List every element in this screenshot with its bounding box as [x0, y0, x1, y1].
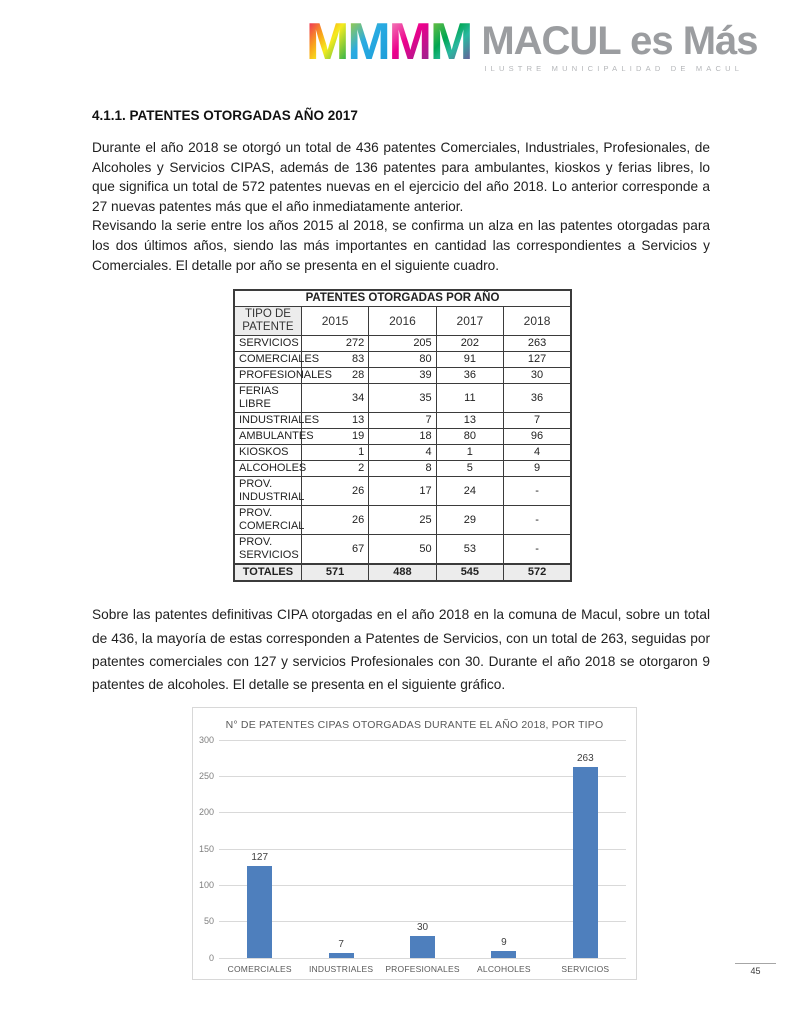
- table-cell: 127: [504, 352, 571, 368]
- logo-m-icon: M: [429, 13, 472, 71]
- y-axis-tick: 250: [198, 771, 214, 782]
- table-cell: -: [504, 506, 571, 535]
- table-cell: 80: [369, 352, 436, 368]
- bar-value-label: 9: [501, 937, 507, 949]
- column-header: 2017: [436, 307, 503, 336]
- table-cell: 80: [436, 429, 503, 445]
- x-axis-label: PROFESIONALES: [385, 963, 460, 974]
- table-cell: 7: [504, 413, 571, 429]
- bar-value-label: 30: [416, 921, 429, 933]
- table-cell: -: [504, 477, 571, 506]
- table-cell: 96: [504, 429, 571, 445]
- chart-column: [382, 740, 463, 958]
- table-cell: 2: [301, 461, 368, 477]
- patents-by-year-table: [233, 289, 572, 582]
- y-axis-tick: 50: [203, 916, 214, 927]
- logo-m-icon: M: [347, 13, 389, 71]
- table-cell: 34: [301, 384, 368, 413]
- chart-title: N° DE PATENTES CIPAS OTORGADAS DURANTE EL AÑO 2018, POR TIPO: [225, 718, 604, 731]
- bar-wrap: [491, 740, 516, 958]
- table-row: [234, 461, 571, 477]
- municipality-logo: [306, 13, 758, 73]
- table-row: [234, 413, 571, 429]
- table-cell: 1: [436, 445, 503, 461]
- logo-m-icon: M: [388, 13, 430, 71]
- column-header: 2016: [369, 307, 436, 336]
- table-totals-cell: 571: [301, 564, 368, 581]
- table-cell: PROV. COMERCIAL: [234, 506, 301, 535]
- chart-bar: [573, 767, 598, 958]
- paragraph-1: Durante el año 2018 se otorgó un total de 436 patentes Comerciales, Industriales, Profesionales, de Alcoholes y Servicios CIPAS, además de 136 patentes para ambulantes, kioskos y ferias libres, lo que significa un total de 572 patentes nuevas en el ejercicio del año 2018. Lo anterior corresponde a 27 nuevas patentes más que el año inmediatamente anterior.: [92, 140, 710, 214]
- table-row: [234, 368, 571, 384]
- table-row: [234, 535, 571, 565]
- bar-wrap: [410, 740, 435, 958]
- section-heading: 4.1.1. PATENTES OTORGADAS AÑO 2017: [92, 108, 358, 123]
- table-cell: 13: [301, 413, 368, 429]
- table-cell: 26: [301, 506, 368, 535]
- chart-plot-area: [198, 734, 626, 963]
- table-cell: -: [504, 535, 571, 565]
- chart-column: [219, 740, 300, 958]
- gridline: [219, 958, 626, 959]
- table-cell: AMBULANTES: [234, 429, 301, 445]
- table-cell: 263: [504, 336, 571, 352]
- table-row: [234, 352, 571, 368]
- table-cell: 26: [301, 477, 368, 506]
- logo-title: MACUL es Más: [481, 19, 758, 63]
- table-cell: 24: [436, 477, 503, 506]
- table-row: [234, 429, 571, 445]
- table-cell: 53: [436, 535, 503, 565]
- table-row: [234, 445, 571, 461]
- table-cell: 91: [436, 352, 503, 368]
- table-row: [234, 506, 571, 535]
- chart-bar: [329, 953, 354, 958]
- page-content: [92, 108, 710, 980]
- table-cell: FERIAS LIBRE: [234, 384, 301, 413]
- y-axis-tick: 100: [198, 880, 214, 891]
- table-cell: INDUSTRIALES: [234, 413, 301, 429]
- paragraph-2: Revisando la serie entre los años 2015 al 2018, se confirma un alza en las patentes otorgadas para los dos últimos años, siendo las más importantes en cantidad las correspondientes a Servicios y Comerciales. El detalle por año se presenta en el siguiente cuadro.: [92, 218, 710, 273]
- table-cell: 5: [436, 461, 503, 477]
- table-cell: COMERCIALES: [234, 352, 301, 368]
- table-cell: PROFESIONALES: [234, 368, 301, 384]
- table-title-row: [234, 290, 571, 307]
- table-cell: 8: [369, 461, 436, 477]
- y-axis-tick: 0: [208, 952, 214, 963]
- table-row: [234, 384, 571, 413]
- page-number: 45: [735, 963, 776, 976]
- table-cell: 67: [301, 535, 368, 565]
- chart-bar: [410, 936, 435, 958]
- table-cell: 9: [504, 461, 571, 477]
- table-cell: 11: [436, 384, 503, 413]
- patent-table-body: [234, 336, 571, 582]
- table-cell: 202: [436, 336, 503, 352]
- table-cell: 36: [504, 384, 571, 413]
- table-totals-row: [234, 564, 571, 581]
- y-axis-tick: 300: [198, 734, 214, 745]
- table-cell: 18: [369, 429, 436, 445]
- x-axis-label: SERVICIOS: [561, 963, 610, 974]
- bar-wrap: [573, 740, 598, 958]
- bar-wrap: [247, 740, 272, 958]
- column-header: 2015: [301, 307, 368, 336]
- bar-wrap: [329, 740, 354, 958]
- table-cell: 205: [369, 336, 436, 352]
- bar-value-label: 127: [251, 851, 269, 863]
- table-cell: 30: [504, 368, 571, 384]
- y-axis-tick: 150: [198, 843, 214, 854]
- table-row: [234, 336, 571, 352]
- table-totals-cell: 545: [436, 564, 503, 581]
- chart-columns: [219, 740, 626, 958]
- table-cell: 36: [436, 368, 503, 384]
- logo-m-icon: M: [306, 13, 348, 71]
- logo-mmmm-icon: [306, 13, 472, 71]
- table-totals-cell: 488: [369, 564, 436, 581]
- table-cell: ALCOHOLES: [234, 461, 301, 477]
- chart-bar: [247, 866, 272, 958]
- table-cell: KIOSKOS: [234, 445, 301, 461]
- paragraph-3: Sobre las patentes definitivas CIPA otorgadas en el año 2018 en la comuna de Macul, sobre un total de 436, la mayoría de estas corresponden a Patentes de Servicios, con un total de 263, seguidas por patentes comerciales con 127 y servicios Profesionales con 30. Durante el año 2018 se otorgaron 9 patentes de alcoholes. El detalle se presenta en el siguiente gráfico.: [92, 607, 710, 693]
- x-axis-label: COMERCIALES: [227, 963, 292, 974]
- table-cell: 83: [301, 352, 368, 368]
- bar-value-label: 7: [338, 938, 344, 950]
- table-cell: 39: [369, 368, 436, 384]
- table-cell: 19: [301, 429, 368, 445]
- table-totals-cell: TOTALES: [234, 564, 301, 581]
- chart-column: [463, 740, 544, 958]
- patents-bar-chart: [192, 707, 637, 980]
- table-cell: PROV. INDUSTRIAL: [234, 477, 301, 506]
- table-cell: 17: [369, 477, 436, 506]
- table-cell: PROV. SERVICIOS: [234, 535, 301, 565]
- logo-text-block: [481, 16, 757, 73]
- logo-subtitle: ILUSTRE MUNICIPALIDAD DE MACUL: [484, 64, 744, 73]
- y-axis-tick: 200: [198, 807, 214, 818]
- table-cell: 29: [436, 506, 503, 535]
- table-cell: SERVICIOS: [234, 336, 301, 352]
- column-header: 2018: [504, 307, 571, 336]
- chart-column: [300, 740, 381, 958]
- table-totals-cell: 572: [504, 564, 571, 581]
- table-cell: 28: [301, 368, 368, 384]
- table-cell: 13: [436, 413, 503, 429]
- x-axis-label: ALCOHOLES: [477, 963, 531, 974]
- table-header-row: [234, 307, 571, 336]
- chart-x-axis-labels: [219, 958, 626, 974]
- table-cell: 7: [369, 413, 436, 429]
- table-cell: 35: [369, 384, 436, 413]
- chart-column: [545, 740, 626, 958]
- table-title: PATENTES OTORGADAS POR AÑO: [234, 290, 571, 307]
- table-cell: 4: [369, 445, 436, 461]
- table-cell: 4: [504, 445, 571, 461]
- x-axis-label: INDUSTRIALES: [308, 963, 374, 974]
- column-header: TIPO DE PATENTE: [234, 307, 301, 336]
- table-cell: 25: [369, 506, 436, 535]
- chart-bar: [491, 951, 516, 958]
- table-cell: 50: [369, 535, 436, 565]
- bar-value-label: 263: [576, 752, 594, 764]
- table-cell: 1: [301, 445, 368, 461]
- table-cell: 272: [301, 336, 368, 352]
- table-row: [234, 477, 571, 506]
